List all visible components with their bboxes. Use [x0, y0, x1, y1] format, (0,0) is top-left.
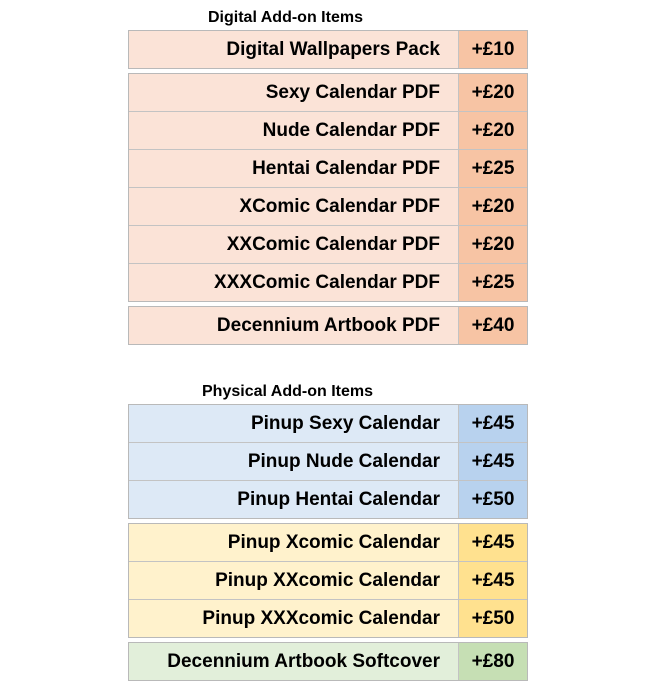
item-name: Hentai Calendar PDF — [129, 150, 459, 187]
item-name: XXXComic Calendar PDF — [129, 264, 459, 301]
price-row — [129, 263, 527, 301]
item-name: Nude Calendar PDF — [129, 112, 459, 149]
item-name: Digital Wallpapers Pack — [129, 31, 459, 68]
item-name: Pinup Sexy Calendar — [129, 405, 459, 442]
item-price: +£25 — [459, 264, 527, 301]
digital-group-calendars — [128, 73, 528, 302]
item-name: Pinup XXXcomic Calendar — [129, 600, 459, 637]
item-price: +£40 — [459, 307, 527, 344]
item-price: +£20 — [459, 74, 527, 111]
item-price: +£50 — [459, 600, 527, 637]
price-row — [129, 31, 527, 68]
item-name: Pinup Hentai Calendar — [129, 481, 459, 518]
digital-group-wallpapers — [128, 30, 528, 69]
physical-group-pinup-calendars — [128, 404, 528, 519]
item-price: +£45 — [459, 562, 527, 599]
item-name: Decennium Artbook PDF — [129, 307, 459, 344]
item-name: Pinup Nude Calendar — [129, 443, 459, 480]
item-price: +£10 — [459, 31, 527, 68]
physical-group-artbook — [128, 642, 528, 681]
item-price: +£45 — [459, 443, 527, 480]
price-row — [129, 307, 527, 344]
item-price: +£20 — [459, 188, 527, 225]
price-row — [129, 111, 527, 149]
item-name: XComic Calendar PDF — [129, 188, 459, 225]
digital-section-heading: Digital Add-on Items — [208, 9, 363, 26]
item-price: +£20 — [459, 226, 527, 263]
price-row — [129, 225, 527, 263]
price-row — [129, 149, 527, 187]
item-name: Pinup Xcomic Calendar — [129, 524, 459, 561]
item-price: +£25 — [459, 150, 527, 187]
item-price: +£45 — [459, 524, 527, 561]
item-price: +£20 — [459, 112, 527, 149]
price-row — [129, 187, 527, 225]
price-row — [129, 442, 527, 480]
price-row — [129, 599, 527, 637]
price-row — [129, 405, 527, 442]
price-row — [129, 480, 527, 518]
item-name: Sexy Calendar PDF — [129, 74, 459, 111]
price-row — [129, 643, 527, 680]
physical-group-pinup-comics — [128, 523, 528, 638]
price-row — [129, 524, 527, 561]
item-name: Pinup XXcomic Calendar — [129, 562, 459, 599]
physical-section-heading: Physical Add-on Items — [202, 383, 373, 400]
item-price: +£50 — [459, 481, 527, 518]
item-price: +£80 — [459, 643, 527, 680]
item-name: XXComic Calendar PDF — [129, 226, 459, 263]
price-row — [129, 561, 527, 599]
item-name: Decennium Artbook Softcover — [129, 643, 459, 680]
item-price: +£45 — [459, 405, 527, 442]
price-row — [129, 74, 527, 111]
digital-group-artbook — [128, 306, 528, 345]
